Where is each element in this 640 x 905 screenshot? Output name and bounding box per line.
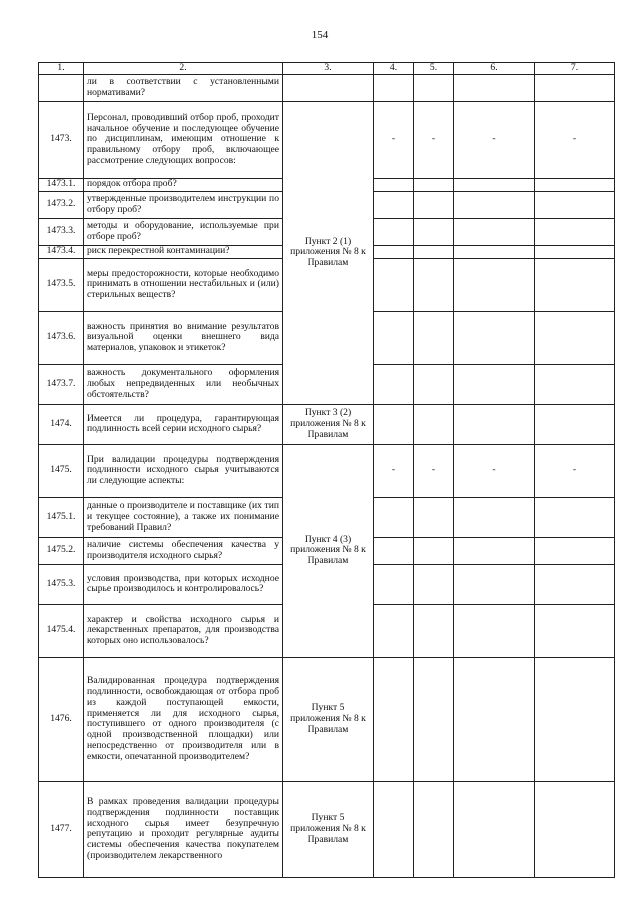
answer-cell xyxy=(414,781,454,877)
item-number xyxy=(39,74,84,101)
answer-cell xyxy=(414,404,454,444)
item-text: методы и оборудование, используемые при отборе проб? xyxy=(84,218,283,245)
answer-cell xyxy=(414,604,454,657)
answer-cell xyxy=(374,74,414,101)
answer-cell xyxy=(414,497,454,537)
item-number: 1476. xyxy=(39,657,84,781)
answer-cell xyxy=(414,657,454,781)
answer-cell xyxy=(454,245,535,258)
answer-cell xyxy=(414,74,454,101)
item-text: ли в соответствии с установленными нормативами? xyxy=(84,74,283,101)
answer-cell xyxy=(374,657,414,781)
answer-cell xyxy=(374,604,414,657)
item-number: 1473.2. xyxy=(39,191,84,218)
dash-mark: - xyxy=(535,101,615,178)
answer-cell xyxy=(535,311,615,364)
item-number: 1475.3. xyxy=(39,564,84,604)
item-number: 1475.2. xyxy=(39,537,84,564)
answer-cell xyxy=(414,191,454,218)
reference-cell: Пункт 3 (2) приложения № 8 к Правилам xyxy=(283,404,374,444)
item-number: 1473.7. xyxy=(39,364,84,404)
item-text: важность документального оформления любых непредвиденных или необычных обстоятельств? xyxy=(84,364,283,404)
reference-cell: Пункт 5 приложения № 8 к Правилам xyxy=(283,657,374,781)
dash-mark: - xyxy=(374,101,414,178)
answer-cell xyxy=(454,364,535,404)
header-cell: 6. xyxy=(454,63,535,75)
dash-mark: - xyxy=(535,444,615,497)
answer-cell xyxy=(414,311,454,364)
answer-cell xyxy=(454,564,535,604)
header-cell: 1. xyxy=(39,63,84,75)
reference-cell: Пункт 5 приложения № 8 к Правилам xyxy=(283,781,374,877)
dash-mark: - xyxy=(414,101,454,178)
answer-cell xyxy=(374,245,414,258)
answer-cell xyxy=(535,781,615,877)
dash-mark: - xyxy=(454,101,535,178)
table-row xyxy=(39,781,615,877)
answer-cell xyxy=(454,258,535,311)
answer-cell xyxy=(454,311,535,364)
answer-cell xyxy=(535,657,615,781)
answer-cell xyxy=(414,364,454,404)
answer-cell xyxy=(535,258,615,311)
answer-cell xyxy=(454,178,535,191)
item-number: 1475. xyxy=(39,444,84,497)
item-text: Валидированная процедура подтверждения подлинности, освобождающая от отбора проб из каждой поступающей емкости, применяется ли для исходного сырья, поступившего от одного производителя (с одной производственной площадки) или непосредственно от производителя или в емкости, опечатанной производителем? xyxy=(84,657,283,781)
answer-cell xyxy=(374,364,414,404)
item-text: утвержденные производителем инструкции по отбору проб? xyxy=(84,191,283,218)
answer-cell xyxy=(374,258,414,311)
answer-cell xyxy=(414,218,454,245)
table-row xyxy=(39,404,615,444)
item-number: 1473.5. xyxy=(39,258,84,311)
reference-cell: Пункт 4 (3) приложения № 8 к Правилам xyxy=(283,444,374,657)
item-number: 1473.3. xyxy=(39,218,84,245)
item-text: Персонал, проводивший отбор проб, проходит начальное обучение и последующее обучение по дисциплинам, имеющим отношение к правильному отбору проб, включающее рассмотрение следующих вопросов: xyxy=(84,101,283,178)
answer-cell xyxy=(454,191,535,218)
item-text: порядок отбора проб? xyxy=(84,178,283,191)
answer-cell xyxy=(454,74,535,101)
answer-cell xyxy=(374,191,414,218)
answer-cell xyxy=(374,537,414,564)
item-text: наличие системы обеспечения качества у производителя исходного сырья? xyxy=(84,537,283,564)
answer-cell xyxy=(414,178,454,191)
answer-cell xyxy=(535,604,615,657)
answer-cell xyxy=(454,604,535,657)
dash-mark: - xyxy=(374,444,414,497)
answer-cell xyxy=(374,564,414,604)
item-number: 1473.6. xyxy=(39,311,84,364)
answer-cell xyxy=(414,564,454,604)
item-number: 1474. xyxy=(39,404,84,444)
answer-cell xyxy=(535,497,615,537)
answer-cell xyxy=(374,497,414,537)
item-text: Имеется ли процедура, гарантирующая подлинность всей серии исходного сырья? xyxy=(84,404,283,444)
answer-cell xyxy=(374,218,414,245)
item-text: В рамках проведения валидации процедуры подтверждения подлинности поставщик исходного сырья имеет безупречную репутацию и проходит регулярные аудиты системы обеспечения качества покупателем (производителем лекарственного xyxy=(84,781,283,877)
item-number: 1473.4. xyxy=(39,245,84,258)
answer-cell xyxy=(414,258,454,311)
item-text: важность принятия во внимание результатов визуальной оценки внешнего вида материалов, упаковок и этикеток? xyxy=(84,311,283,364)
item-number: 1473. xyxy=(39,101,84,178)
answer-cell xyxy=(535,178,615,191)
answer-cell xyxy=(535,74,615,101)
answer-cell xyxy=(535,245,615,258)
answer-cell xyxy=(535,218,615,245)
answer-cell xyxy=(454,404,535,444)
answer-cell xyxy=(454,781,535,877)
item-number: 1473.1. xyxy=(39,178,84,191)
answer-cell xyxy=(374,311,414,364)
answer-cell xyxy=(535,364,615,404)
reference-cell: Пункт 2 (1) приложения № 8 к Правилам xyxy=(283,101,374,404)
item-text: риск перекрестной контаминации? xyxy=(84,245,283,258)
answer-cell xyxy=(414,537,454,564)
answer-cell xyxy=(374,781,414,877)
header-cell: 5. xyxy=(414,63,454,75)
answer-cell xyxy=(454,537,535,564)
item-text: условия производства, при которых исходное сырье производилось и контролировалось? xyxy=(84,564,283,604)
item-number: 1477. xyxy=(39,781,84,877)
checklist-table xyxy=(38,62,615,878)
header-row xyxy=(39,63,615,75)
table-row xyxy=(39,444,615,497)
answer-cell xyxy=(374,178,414,191)
header-cell: 3. xyxy=(283,63,374,75)
header-cell: 7. xyxy=(535,63,615,75)
item-text: меры предосторожности, которые необходимо принимать в отношении нестабильных и (или) стерильных веществ? xyxy=(84,258,283,311)
answer-cell xyxy=(454,497,535,537)
item-number: 1475.4. xyxy=(39,604,84,657)
item-text: данные о производителе и поставщике (их тип и текущее состояние), а также их понимание требований Правил? xyxy=(84,497,283,537)
answer-cell xyxy=(414,245,454,258)
item-number: 1475.1. xyxy=(39,497,84,537)
table-row xyxy=(39,657,615,781)
answer-cell xyxy=(374,404,414,444)
answer-cell xyxy=(535,404,615,444)
answer-cell xyxy=(535,191,615,218)
item-text: характер и свойства исходного сырья и лекарственных препаратов, для производства которых оно использовалось? xyxy=(84,604,283,657)
dash-mark: - xyxy=(414,444,454,497)
page-number: 154 xyxy=(311,29,329,41)
header-cell: 2. xyxy=(84,63,283,75)
dash-mark: - xyxy=(454,444,535,497)
answer-cell xyxy=(535,564,615,604)
answer-cell xyxy=(535,537,615,564)
table-row xyxy=(39,101,615,178)
item-text: При валидации процедуры подтверждения подлинности исходного сырья учитываются ли следующие аспекты: xyxy=(84,444,283,497)
answer-cell xyxy=(454,657,535,781)
table-row xyxy=(39,74,615,101)
reference-cell xyxy=(283,74,374,101)
answer-cell xyxy=(454,218,535,245)
header-cell: 4. xyxy=(374,63,414,75)
